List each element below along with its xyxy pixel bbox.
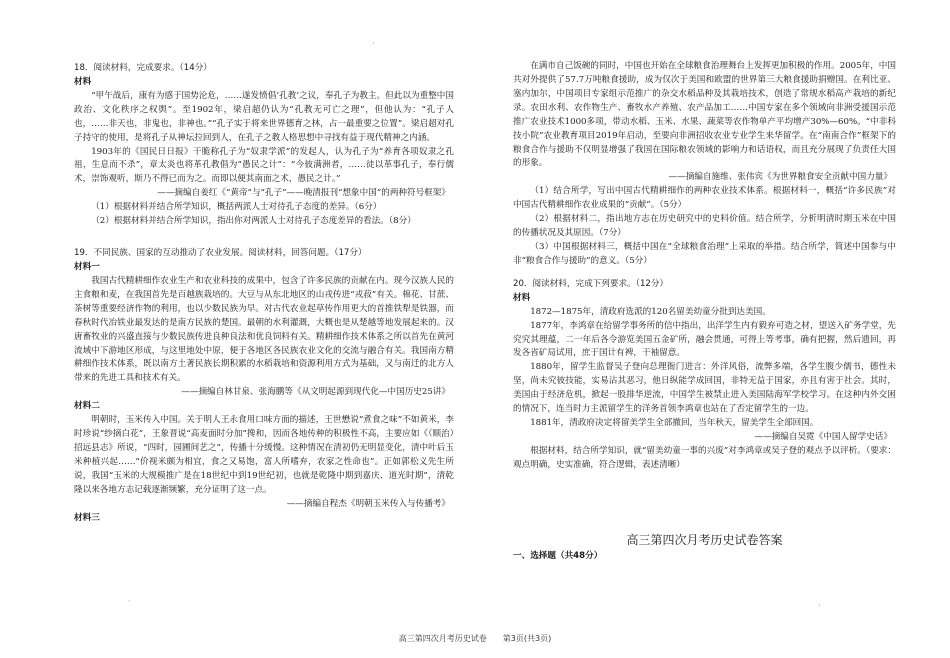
q20-source: ——摘编自吴霓《中国人留学史话》 bbox=[754, 431, 892, 442]
q20-material-label: 材料 bbox=[513, 292, 531, 303]
q18-question-2: （2）根据材料并结合所学知识，指出你对两派人士对待孔子态度差异的看法。（8分） bbox=[91, 216, 416, 227]
page-footer: 高三第四次月考历史试卷 第3页(共3页) bbox=[398, 634, 552, 643]
scan-speck: · bbox=[128, 597, 131, 606]
q19-source-2: ——摘编自程杰《明朝玉米传入与传播考》 bbox=[286, 498, 450, 509]
q20-paragraph-3: 1880年，留学生监督吴子登向总理衙门进言：外洋风俗，流弊多端，各学生腹少儒书，德性未坚，尚未究彼技能，实易沾其恶习，他日纵能学成回国，非特无益于国家，亦且有害于社会。其时，美国由于经济危机，掀起一股排华逆流，中国学生被禁止进入美国陆海军学校学习。在这种内外交困的情况下，连当时力主派留学生的洋务首领李鸿章也站在了否定留学生的一边。 bbox=[513, 362, 896, 415]
scan-speck: · bbox=[818, 601, 821, 610]
q19-question-3: （3）中国根据材料三，概括中国在“全球粮食治理”上采取的举措。结合所学，简述中国参与中非“粮食合作与援助”的意义。（5分） bbox=[513, 241, 896, 266]
q18-question-1: （1）根据材料并结合所学知识，概括两派人士对待孔子态度的差异。（6分） bbox=[91, 202, 382, 213]
q18-source: ——摘编自姜红《“黄帝”与“孔子”——晚清报刊“想象中国”的两种符号框架》 bbox=[157, 188, 450, 199]
q19-question-2: （2）根据材料二，指出地方志在历史研究中的史料价值。结合所学，分析明清时期玉米在中国的传播状况及其原因。（7分） bbox=[513, 214, 896, 239]
q19-material-3-label: 材料三 bbox=[74, 512, 100, 523]
q20-paragraph-1: 1872—1875年，清政府选派的120名留美幼童分批到达美国。 bbox=[530, 306, 771, 317]
q19-material-1-label: 材料一 bbox=[74, 261, 100, 272]
right-column bbox=[513, 60, 896, 564]
left-column bbox=[74, 60, 454, 526]
q19-source-1: ——摘编自林甘泉、张海鹏等《从文明起源到现代化—中国历史25讲》 bbox=[181, 387, 450, 398]
q19-material-3-text: 在满市自己饭碗的同时，中国也开始在全球粮食治理舞台上发挥更加积极的作用。2005年，中国共对外提供了57.7万吨粮食援助，成为仅次于美国和欧盟的世界第三大粮食援助捐赠国。在利比亚、塞内加尔，中国项目专家组示范推广的杂交水稻品种及其栽培技术，创造了常规水稻高产栽培的新纪录。农田水利、农作物生产、畜牧水产养殖、农产品加工……中国专家在多个领域向非洲受援国示范推广农业技术1000多项，带动水稻、玉米、水果、蔬菜等农作物单产平均增产30%—60%。“中非科技小院”农业教育项目2019年启动，至要向非洲招收农业专业学生来华留学。在“南南合作”框架下的粮食合作与援助不仅明显增强了我国在国际粮农领域的影响力和话语权，而且充分展现了负责任大国的形象。 bbox=[513, 61, 896, 169]
q20-paragraph-4: 1881年，清政府决定将留美学生全部撤回，当年秋天，留美学生全部回国。 bbox=[530, 418, 819, 429]
answer-key-title: 高三第四次月考历史试卷答案 bbox=[626, 532, 783, 547]
q18-material-label: 材料 bbox=[74, 76, 92, 87]
q19-title: 19．不同民族、国家的互动推动了农业发展。阅读材料，回答问题。（17分） bbox=[74, 248, 367, 259]
section-one-heading: 一、选择题（共48分） bbox=[513, 551, 603, 562]
q20-paragraph-2: 1877年，李鸿章在给留学事务所的信中指出，出洋学生内有毅弃可造之材，望送入矿务学堂，先究究其理蕴，二一年后各令游览美国五金矿所，融会贯通，可得上等考事，确有把握，然后遗回，再发各省矿局试用，庶于国计有裨，干袖留意。 bbox=[513, 320, 896, 359]
q18-title: 18．阅读材料，完成要求。（14分） bbox=[74, 63, 212, 73]
q20-title: 20．阅读材料，完成下列要求。（12分） bbox=[513, 278, 669, 289]
q19-source-3: ——摘编自施维、张伟宾《为世界粮食安全贡献中国力量》 bbox=[668, 172, 892, 183]
q19-material-1-text: 我国古代精耕细作农业生产和农业科技的成果中，包含了许多民族的贡献在内。现今汉族人民的主食粮和麦，在我国首先是百越族栽培的。大豆与从东北地区的山戎传进“戎菽”有关。棉花、甘蔗、茶树等重要经济作物的利用，也以少数民族为早。对古代农业起草传作用更大的首推铁犁是铁器，而春秋时代冶铁业最发达的是南方民族的楚国。最朝的水利灌溉，大概也是从楚越等地发展起来的。汉唐畜牧业的兴盛直接与少数民族传进良种良法和优良饲料有关。精耕细作技术体系之所以首先在黄河流域中下游地区形成，与这里地处中原，便于各地区各民族农业文化的交流与融合有关。我国南方精耕细作技术体系，既以南方土著民族长期积累的水稻栽培和资源利用方式为基础，又与南迁的北方人带来的先进工具和技术有关。 bbox=[74, 275, 454, 384]
q19-material-2-label: 材料二 bbox=[74, 401, 100, 412]
q20-question: 根据材料，结合所学知识，就“留美幼童一事的兴废”对李鸿章或吴子登的观点予以评析。（要求：观点明确，史实准确，符合逻辑，表述清晰） bbox=[513, 445, 896, 470]
q19-question-1: （1）结合所学，写出中国古代精耕细作的两种农业技术体系。根据材料一，概括“许多民族”对中国古代精耕细作农业成果的“贡献”。（5分） bbox=[513, 186, 896, 211]
q18-paragraph-1: “甲午战后，康有为感于国势沦危，……遂发愤倡‘孔教’之议，奉孔子为教主。但此以为重整中国政治、文化秩序之权舆”。至1902年，梁启超仍认为“孔教无可亡之理”，但他认为：“孔子人也，……非天也，非鬼也，非神也。”“孔子实于将来世界德育之林，占一最重要之位置”。梁启超对孔子持守的使用，是将孔子从神坛拉回到人，在孔子之教人格思想中寻找有益于现代精神之内涵。 bbox=[74, 90, 454, 143]
q18-paragraph-2: 1903年的《国民日日报》干脆称孔子为“奴隶学派”的发起人，认为孔子为“养育各项奴隶之孔祖，生息而不杀”，章太炎也将革孔教倡为“愚民之计”：“今彼满洲者，……徒以革事孔子，奉行儒术，崇饰观听，斯乃不得已而为之。而即以便其南面之术，愚民之计。” bbox=[74, 146, 454, 185]
scan-speck: · bbox=[372, 39, 375, 48]
q19-material-2-text: 明朝时，玉米传入中国。关于明人王永食用口味方面的描述，王世懋说“煮食之味”不如黄米，李时珍说“纱摘白花”，王象晋说“高麦面时分加”搀和，因而各地传种的积极性不高，主要应如《（顺治）招远县志》所说，“四时，园圃间艺之”，传播十分缓慢。这种情况在清初仍无明显变化，清中叶后玉米种植兴起……“价视米颇为相宜，食之又易饱，富人所嗜弃，农家之性命也”。正如郭松义先生所说，我国“玉米的大规模推广是在18世纪中到19世纪初，也就是乾隆中期到嘉庆、道光时期”，清乾隆以来各地方志记载逐渐频繁，充分证明了这一点。 bbox=[74, 415, 454, 495]
